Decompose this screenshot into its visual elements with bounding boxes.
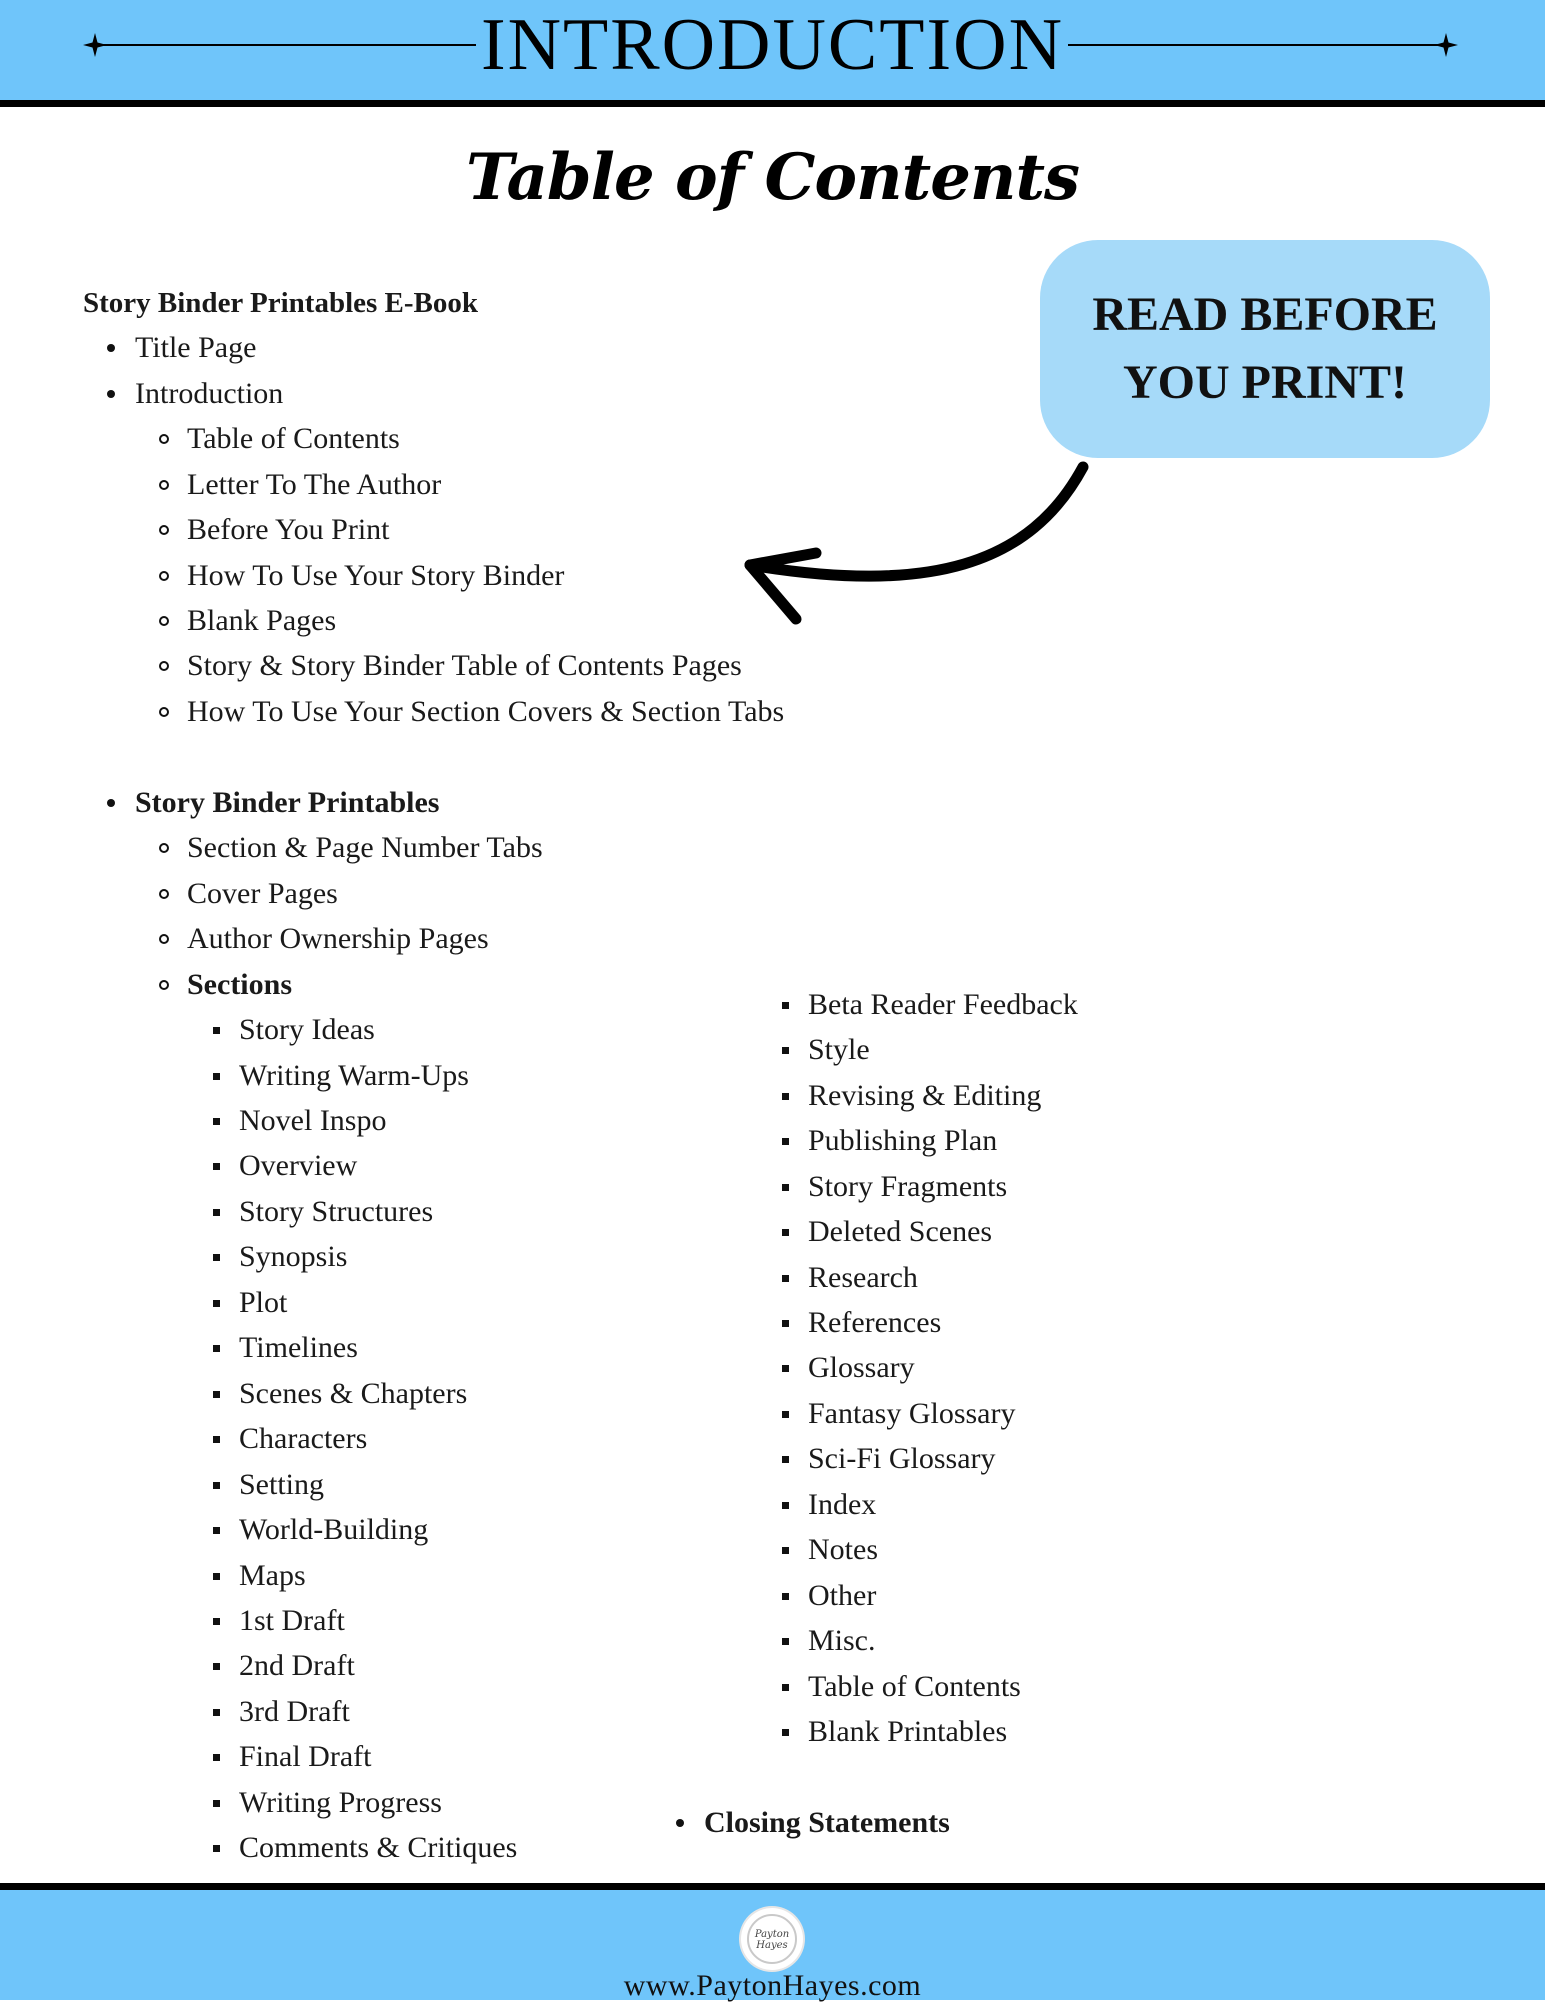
list-item: Story Ideas	[239, 1013, 375, 1046]
list-item: Sci-Fi Glossary	[808, 1442, 996, 1475]
footer-url-link[interactable]: www.PaytonHayes.com	[623, 1969, 922, 2002]
list-item: Index	[808, 1488, 877, 1521]
list-item: Revising & Editing	[808, 1079, 1042, 1112]
list-item: Story Fragments	[808, 1170, 1008, 1203]
list-item: Setting	[239, 1468, 325, 1501]
list-item: Glossary	[808, 1351, 915, 1384]
list-item: Before You Print	[187, 513, 390, 546]
list-item: Final Draft	[239, 1740, 372, 1773]
list-item: Comments & Critiques	[239, 1831, 518, 1864]
list-item: World-Building	[239, 1513, 429, 1546]
list-item: Novel Inspo	[239, 1104, 387, 1137]
toc-item-sections: Sections	[187, 968, 292, 1001]
list-item: Beta Reader Feedback	[808, 988, 1078, 1021]
list-item: Other	[808, 1579, 877, 1612]
list-item: 2nd Draft	[239, 1649, 355, 1682]
list-item: Overview	[239, 1149, 358, 1182]
list-item: Author Ownership Pages	[187, 922, 489, 955]
list-item: Plot	[239, 1286, 288, 1319]
header-rule	[0, 100, 1545, 107]
list-item: Timelines	[239, 1331, 358, 1364]
list-item: Writing Progress	[239, 1786, 442, 1819]
list-item: Maps	[239, 1559, 306, 1592]
list-item: Synopsis	[239, 1240, 348, 1273]
toc-heading: Story Binder Printables E-Book	[83, 287, 479, 319]
callout-box	[1040, 240, 1490, 458]
list-item: How To Use Your Section Covers & Section Tabs	[187, 695, 785, 728]
list-item: Scenes & Chapters	[239, 1377, 468, 1410]
toc-item-title-page: Title Page	[135, 331, 257, 364]
logo-icon	[741, 1908, 803, 1970]
list-item: How To Use Your Story Binder	[187, 559, 565, 592]
page-title: Table of Contents	[465, 140, 1080, 215]
list-item: Fantasy Glossary	[808, 1397, 1016, 1430]
toc-item-closing-statements: Closing Statements	[704, 1806, 950, 1839]
curved-arrow-icon	[730, 455, 1100, 640]
list-item: Characters	[239, 1422, 368, 1455]
list-item: Blank Printables	[808, 1715, 1008, 1748]
list-item: Style	[808, 1033, 870, 1066]
list-item: Research	[808, 1261, 918, 1294]
list-item: References	[808, 1306, 942, 1339]
list-item: Story & Story Binder Table of Contents Pages	[187, 649, 742, 682]
toc-item-story-binder-printables: Story Binder Printables	[135, 786, 440, 819]
list-item: 3rd Draft	[239, 1695, 350, 1728]
list-item: Table of Contents	[187, 422, 400, 455]
list-item: Blank Pages	[187, 604, 337, 637]
list-item: 1st Draft	[239, 1604, 345, 1637]
list-item: Writing Warm-Ups	[239, 1059, 469, 1092]
footer-rule	[0, 1883, 1545, 1890]
list-item: Letter To The Author	[187, 468, 442, 501]
list-item: Misc.	[808, 1624, 876, 1657]
header-title: INTRODUCTION	[480, 4, 1065, 86]
list-item: Story Structures	[239, 1195, 434, 1228]
list-item: Section & Page Number Tabs	[187, 831, 543, 864]
callout-text: READ BEFORE YOU PRINT!	[1092, 288, 1438, 409]
list-item: Cover Pages	[187, 877, 338, 910]
list-item: Deleted Scenes	[808, 1215, 993, 1248]
list-item: Publishing Plan	[808, 1124, 998, 1157]
list-item: Notes	[808, 1533, 878, 1566]
list-item: Table of Contents	[808, 1670, 1021, 1703]
toc-item-introduction: Introduction	[135, 377, 284, 410]
logo-text: Payton Hayes	[754, 1929, 790, 1951]
